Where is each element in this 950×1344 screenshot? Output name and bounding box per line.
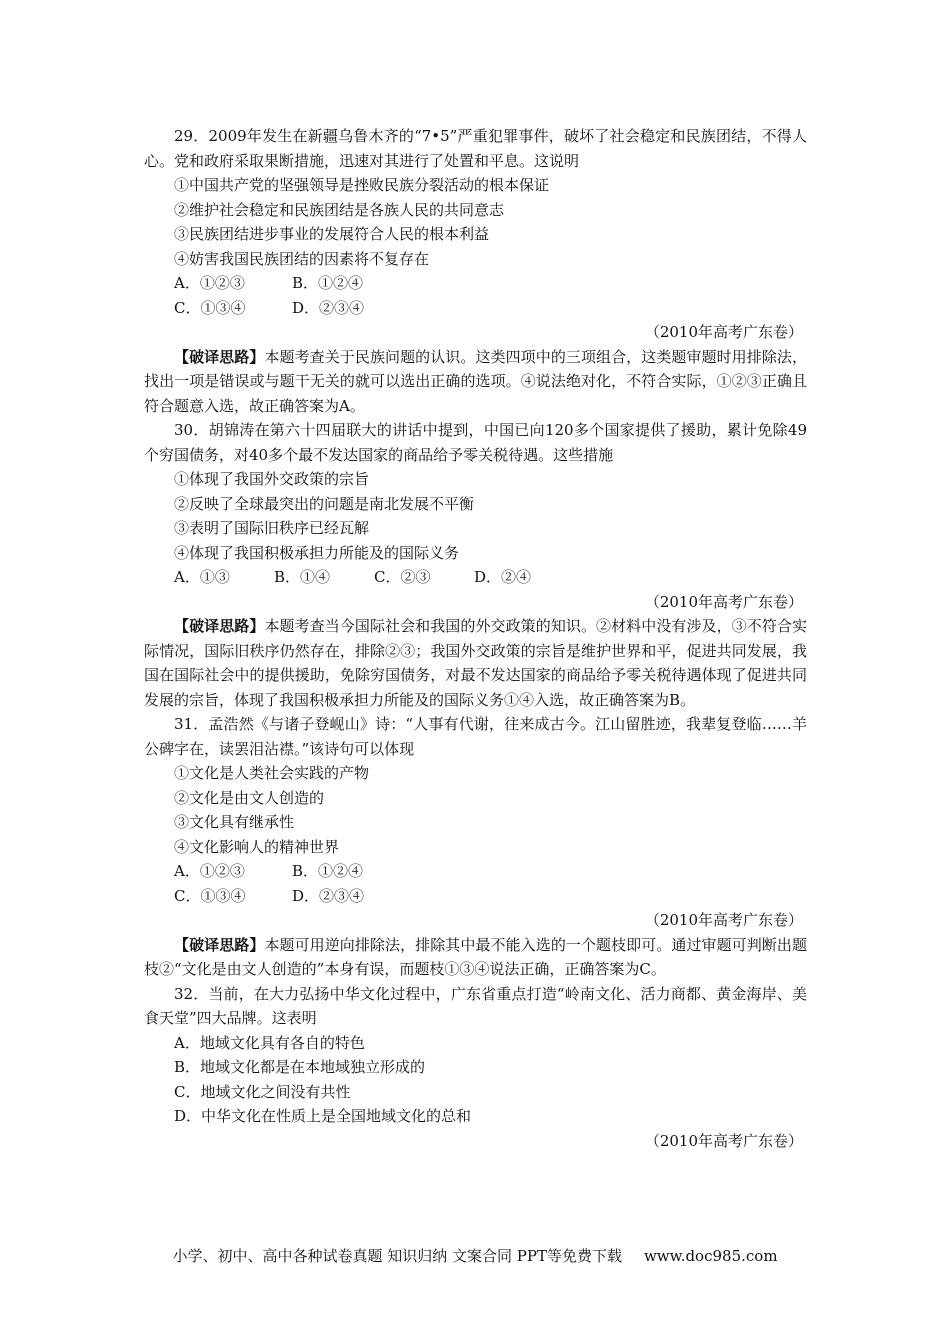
question-stem: 30．胡锦涛在第六十四届联大的讲话中提到，中国已向120多个国家提供了援助，累计免除49个穷国债务，对40多个最不发达国家的商品给予零关税待遇。这些措施 [144, 421, 807, 464]
choice-a: A．①②③ [174, 862, 245, 880]
footer-text: 小学、初中、高中各种试卷真题 知识归纳 文案合同 PPT等免费下载 [172, 1247, 622, 1265]
option-3: ③表明了国际旧秩序已经瓦解 [174, 519, 370, 537]
choices-row [144, 565, 807, 590]
choices-row [144, 296, 807, 321]
analysis [144, 933, 807, 982]
option-2: ②反映了全球最突出的问题是南北发展不平衡 [174, 494, 475, 513]
choices-row [144, 884, 807, 909]
option-4: ④妨害我国民族团结的因素将不复存在 [174, 249, 430, 268]
option-2: ②文化是由文人创造的 [174, 788, 325, 807]
analysis [144, 345, 807, 419]
option-1: ①中国共产党的坚强领导是挫败民族分裂活动的根本保证 [174, 176, 550, 194]
question-29 [144, 124, 807, 418]
choice-b: B．①②④ [292, 862, 364, 880]
question-stem: 32．当前，在大力弘扬中华文化过程中，广东省重点打造“岭南文化、活力商都、黄金海岸、美食天堂”四大品牌。这表明 [144, 984, 807, 1027]
analysis-text: 本题可用逆向排除法，排除其中最不能入选的一个题枝即可。通过审题可判断出题枝②“文化是由文人创造的”本身有误，而题枝①③④说法正确，正确答案为C。 [144, 935, 807, 978]
question-31 [144, 712, 807, 982]
analysis-tag: 【破译思路】 [174, 347, 265, 366]
choice-b: B．①④ [274, 568, 331, 586]
choice-d: D．②③④ [292, 298, 365, 317]
analysis-tag: 【破译思路】 [174, 935, 265, 954]
choice-c: C．地域文化之间没有共性 [174, 1082, 351, 1101]
analysis-tag: 【破译思路】 [174, 617, 265, 635]
option-1: ①文化是人类社会实践的产物 [174, 764, 370, 782]
question-32 [144, 982, 807, 1154]
choice-b: B．①②④ [292, 274, 364, 292]
choice-c: C．①③④ [174, 886, 246, 905]
option-3: ③民族团结进步事业的发展符合人民的根本利益 [174, 225, 490, 243]
choice-a: A．①③ [174, 568, 230, 586]
choice-a: A．地域文化具有各自的特色 [174, 1033, 365, 1052]
option-4: ④文化影响人的精神世界 [174, 837, 340, 856]
choices-row [144, 859, 807, 884]
analysis-text: 本题考查当今国际社会和我国的外交政策的知识。②材料中没有涉及，③不符合实际情况，国际旧秩序仍然存在，排除②③；我国外交政策的宗旨是维护世界和平，促进共同发展，我国在国际社会中的提供援助，免除穷国债务，对最不发达国家的商品给予零关税待遇体现了促进共同发展的宗旨，体现了我国积极承担力所能及的国际义务①④入选，故正确答案为B。 [144, 617, 807, 709]
question-source: （2010年高考广东卷） [644, 911, 803, 929]
footer-site-link[interactable]: www.doc985.com [643, 1247, 778, 1265]
option-1: ①体现了我国外交政策的宗旨 [174, 470, 370, 488]
choice-a: A．①②③ [174, 274, 245, 292]
question-source: （2010年高考广东卷） [644, 323, 803, 341]
question-30 [144, 418, 807, 712]
question-source: （2010年高考广东卷） [644, 592, 803, 611]
choice-d: D．②④ [474, 568, 532, 586]
choice-c: C．②③ [374, 568, 431, 586]
question-stem: 31．孟浩然《与诸子登岘山》诗：“人事有代谢，往来成古今。江山留胜迹，我辈复登临……羊公碑字在，读罢泪沾襟。”该诗句可以体现 [144, 715, 807, 758]
choices-row [144, 271, 807, 296]
choice-d: D．②③④ [292, 886, 365, 905]
option-4: ④体现了我国积极承担力所能及的国际义务 [174, 543, 460, 562]
question-source: （2010年高考广东卷） [644, 1131, 803, 1150]
option-3: ③文化具有继承性 [174, 813, 295, 831]
analysis-text: 本题考查关于民族问题的认识。这类四项中的三项组合，这类题审题时用排除法，找出一项是错误或与题干无关的就可以选出正确的选项。④说法绝对化，不符合实际，①②③正确且符合题意入选，故正确答案为A。 [144, 347, 807, 415]
exam-content [144, 124, 807, 1153]
question-stem: 29．2009年发生在新疆乌鲁木齐的“7•5”严重犯罪事件，破坏了社会稳定和民族团结，不得人心。党和政府采取果断措施，迅速对其进行了处置和平息。这说明 [144, 127, 807, 170]
page-footer [0, 1244, 950, 1268]
option-2: ②维护社会稳定和民族团结是各族人民的共同意志 [174, 200, 505, 219]
choice-d: D．中华文化在性质上是全国地域文化的总和 [174, 1107, 472, 1125]
choice-b: B．地域文化都是在本地域独立形成的 [174, 1058, 426, 1076]
analysis [144, 614, 807, 712]
choice-c: C．①③④ [174, 298, 246, 317]
